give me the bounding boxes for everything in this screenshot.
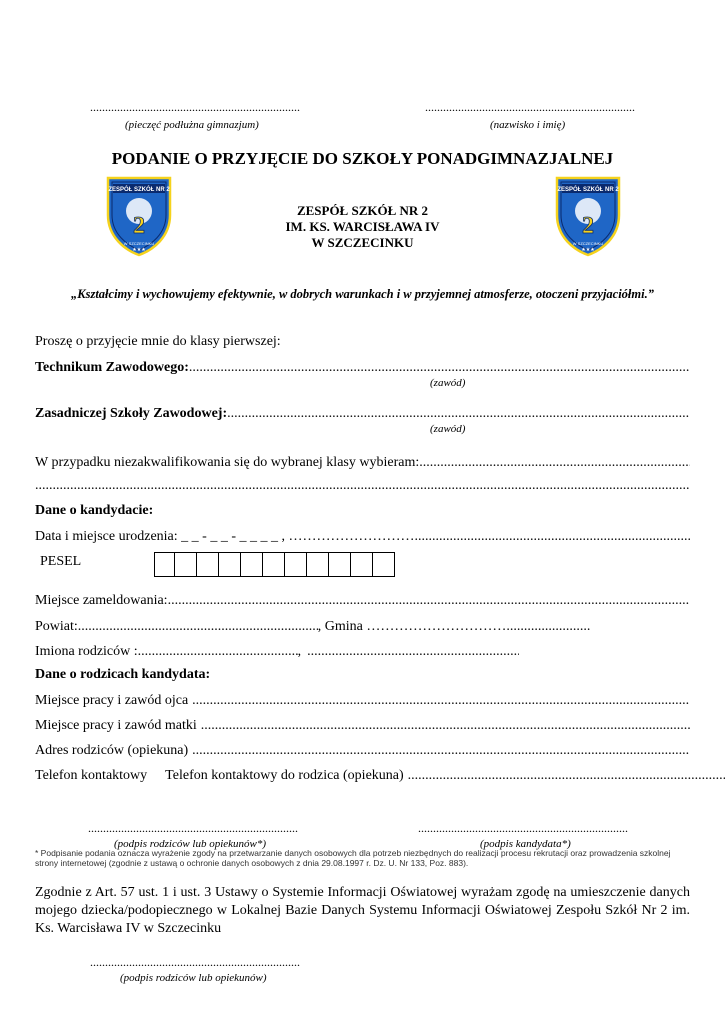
page-title: PODANIE O PRZYJĘCIE DO SZKOŁY PONADGIMNAZJALNEJ — [111, 149, 614, 168]
zasadnicza-row — [35, 406, 690, 422]
zawod-caption-1: (zawód) — [430, 377, 466, 389]
zasadnicza-field[interactable] — [227, 406, 690, 422]
stamp-dots: ...................................................................... — [90, 100, 300, 114]
mother-field[interactable] — [201, 718, 690, 734]
phone-parent-label: Telefon kontaktowy do rodzica (opiekuna) — [165, 768, 404, 783]
name-dots: ...................................................................... — [425, 100, 635, 114]
mother-row — [35, 718, 690, 734]
pesel-digit-box[interactable] — [241, 552, 263, 577]
zawod-caption-2: (zawód) — [430, 423, 466, 435]
svg-text:W SZCZECINKU: W SZCZECINKU — [123, 241, 155, 246]
stamp-caption: (pieczęć podłużna gimnazjum) — [125, 119, 259, 131]
residence-row — [35, 593, 690, 609]
svg-text:W SZCZECINKU: W SZCZECINKU — [572, 241, 604, 246]
consent-signature-caption: (podpis rodziców lub opiekunów) — [120, 972, 267, 984]
consent-text: Zgodnie z Art. 57 ust. 1 i ust. 3 Ustawy o Systemie Informacji Oświatowej wyrażam zgodę na umieszczenie danych mojego dziecka/podopiecznego w Lokalnej Bazie Danych Systemu Informacji Oświatowej Zespołu Szkół Nr 2 im. Ks. Warcisława IV w Szczecinku — [35, 885, 690, 936]
technikum-row — [35, 360, 690, 376]
powiat-field[interactable] — [78, 619, 318, 635]
residence-field[interactable] — [168, 593, 690, 609]
consent-signature-dots[interactable]: ...................................................................... — [90, 955, 300, 969]
address-field[interactable] — [192, 743, 690, 759]
gmina-field[interactable] — [506, 619, 591, 635]
school-crest-icon — [554, 175, 622, 257]
technikum-field[interactable] — [189, 360, 690, 376]
address-label: Adres rodziców (opiekuna) — [35, 743, 189, 758]
mother-label: Miejsce pracy i zawód matki — [35, 718, 197, 733]
phone-row — [35, 768, 690, 784]
svg-text:★★★: ★★★ — [581, 247, 595, 253]
technikum-label: Technikum Zawodowego: — [35, 360, 189, 375]
phone-label: Telefon kontaktowy — [35, 768, 148, 783]
pesel-digit-box[interactable] — [263, 552, 285, 577]
pesel-label: PESEL — [40, 554, 82, 569]
svg-text:2: 2 — [582, 213, 594, 239]
candidate-signature-dots[interactable]: ...................................................................... — [418, 821, 628, 835]
school-logo-left — [105, 175, 173, 257]
school-name-line2: IM. KS. WARCISŁAWA IV — [285, 219, 440, 234]
pesel-digit-box[interactable] — [219, 552, 241, 577]
parents-name-2-field[interactable] — [307, 644, 519, 660]
pesel-digit-box[interactable] — [175, 552, 197, 577]
svg-text:ZESPÓŁ SZKÓŁ NR 2: ZESPÓŁ SZKÓŁ NR 2 — [108, 187, 170, 193]
pesel-digit-box[interactable] — [351, 552, 373, 577]
pesel-boxes[interactable] — [154, 552, 395, 577]
svg-text:ZESPÓŁ SZKÓŁ NR 2: ZESPÓŁ SZKÓŁ NR 2 — [557, 187, 619, 193]
school-name-line1: ZESPÓŁ SZKÓŁ NR 2 — [296, 203, 429, 218]
candidate-header: Dane o kandydacie: — [35, 503, 154, 518]
gmina-label: , Gmina ………………………… — [317, 619, 507, 634]
pesel-digit-box[interactable] — [285, 552, 307, 577]
school-logo-right — [554, 175, 622, 257]
school-motto: „Kształcimy i wychowujemy efektywnie, w dobrych warunkach i w przyjemnej atmosferze, otoczeni przyjaciółmi.” — [71, 287, 654, 301]
residence-label: Miejsce zameldowania: — [35, 593, 168, 608]
father-row — [35, 693, 690, 709]
father-label: Miejsce pracy i zawód ojca — [35, 693, 189, 708]
parents-signature-dots[interactable]: ...................................................................... — [88, 821, 298, 835]
alternative-label: W przypadku niezakwalifikowania się do wybranej klasy wybieram: — [35, 455, 420, 470]
alternative-field[interactable] — [419, 455, 690, 471]
parents-header: Dane o rodzicach kandydata: — [35, 667, 211, 682]
powiat-row — [35, 619, 591, 635]
pesel-digit-box[interactable] — [329, 552, 351, 577]
consent-footnote: * Podpisanie podania oznacza wyrażenie zgody na przetwarzanie danych osobowych dla potrzeb niezbędnych do realizacji procesu rekrutacji oraz prowadzenia szkolnej strony internetowej (zgodnie z ustawą o ochronie danych osobowych z dnia 29.08.1997 r. Dz. U. Nr 133, Poz. 883). — [35, 848, 671, 868]
birth-row — [35, 529, 690, 545]
parents-name-1-field[interactable] — [138, 644, 298, 660]
zasadnicza-label: Zasadniczej Szkoły Zawodowej: — [35, 406, 228, 421]
school-crest-icon — [105, 175, 173, 257]
parents-names-label: Imiona rodziców : — [35, 644, 138, 659]
alternative-row — [35, 455, 690, 471]
school-name — [200, 203, 525, 251]
candidate-signature-caption: (podpis kandydata*) — [480, 838, 571, 850]
name-caption: (nazwisko i imię) — [490, 119, 566, 131]
parents-names-separator: , — [297, 644, 302, 659]
pesel-digit-box[interactable] — [307, 552, 329, 577]
pesel-digit-box[interactable] — [373, 552, 395, 577]
address-row — [35, 743, 690, 759]
father-field[interactable] — [192, 693, 690, 709]
powiat-label: Powiat: — [35, 619, 78, 634]
phone-parent-field[interactable] — [408, 768, 725, 784]
parents-signature-caption: (podpis rodziców lub opiekunów*) — [114, 838, 267, 850]
alternative-field-2[interactable] — [35, 478, 690, 494]
svg-text:★★★: ★★★ — [132, 247, 146, 253]
school-name-line3: W SZCZECINKU — [311, 235, 414, 250]
request-text: Proszę o przyjęcie mnie do klasy pierwszej: — [35, 334, 281, 349]
alternative-row-2 — [35, 478, 690, 494]
pesel-digit-box[interactable] — [154, 552, 175, 577]
birth-field[interactable] — [414, 529, 690, 545]
birth-label: Data i miejsce urodzenia: _ _ - _ _ - _ _ _ _ , ……………………… — [35, 529, 415, 544]
parents-names-row — [35, 644, 519, 660]
pesel-digit-box[interactable] — [197, 552, 219, 577]
svg-text:2: 2 — [133, 213, 145, 239]
